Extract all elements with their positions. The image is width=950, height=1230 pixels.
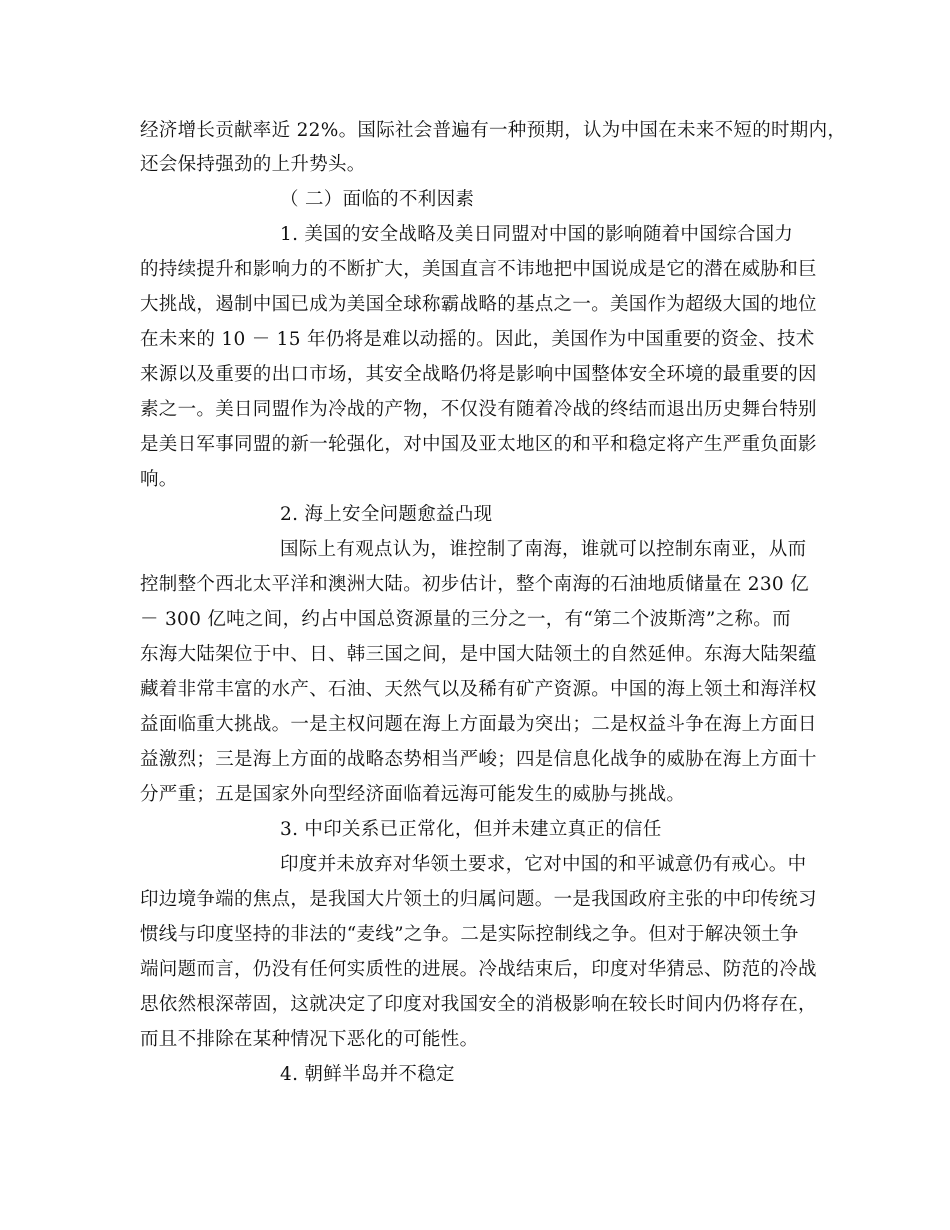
text-line: 思依然根深蒂固，这就决定了印度对我国安全的消极影响在较长时间内仍将存在， bbox=[140, 994, 817, 1015]
text-line: 印边境争端的焦点，是我国大片领土的归属问题。一是我国政府主张的中印传统习 bbox=[140, 889, 817, 910]
text-line: 而且不排除在某种情况下恶化的可能性。 bbox=[140, 1029, 479, 1050]
section-heading: （ 二）面临的不利因素 bbox=[280, 189, 475, 210]
text-line: 益激烈；三是海上方面的战略态势相当严峻；四是信息化战争的威胁在海上方面十 bbox=[140, 749, 817, 770]
text-line: 在未来的 10 － 15 年仍将是难以动摇的。因此，美国作为中国重要的资金、技术 bbox=[140, 329, 815, 350]
text-line: 控制整个西北太平洋和澳洲大陆。初步估计，整个南海的石油地质储量在 230 亿 bbox=[140, 574, 809, 595]
text-line: 益面临重大挑战。一是主权问题在海上方面最为突出；二是权益斗争在海上方面日 bbox=[140, 714, 817, 735]
subsection-heading: 4. 朝鲜半岛并不稳定 bbox=[280, 1064, 455, 1085]
text-line: 惯线与印度坚持的非法的“麦线”之争。二是实际控制线之争。但对于解决领土争 bbox=[140, 924, 799, 945]
text-line: － 300 亿吨之间，约占中国总资源量的三分之一，有“第二个波斯湾”之称。而 bbox=[140, 609, 791, 630]
text-line: 印度并未放弃对华领土要求，它对中国的和平诚意仍有戒心。中 bbox=[280, 854, 807, 875]
text-line: 来源以及重要的出口市场，其安全战略仍将是影响中国整体安全环境的最重要的因 bbox=[140, 364, 817, 385]
text-line: 是美日军事同盟的新一轮强化，对中国及亚太地区的和平和稳定将产生严重负面影 bbox=[140, 434, 817, 455]
text-line: 东海大陆架位于中、日、韩三国之间，是中国大陆领土的自然延伸。东海大陆架蕴 bbox=[140, 644, 817, 665]
text-line: 经济增长贡献率近 22%。国际社会普遍有一种预期，认为中国在未来不短的时期内， bbox=[140, 120, 847, 141]
text-line: 藏着非常丰富的水产、石油、天然气以及稀有矿产资源。中国的海上领土和海洋权 bbox=[140, 679, 817, 700]
subsection-heading: 1. 美国的安全战略及美日同盟对中国的影响随着中国综合国力 bbox=[280, 224, 794, 245]
text-line: 响。 bbox=[140, 469, 178, 490]
text-line: 素之一。美日同盟作为冷战的产物，不仅没有随着冷战的终结而退出历史舞台特别 bbox=[140, 399, 817, 420]
text-line: 国际上有观点认为，谁控制了南海，谁就可以控制东南亚，从而 bbox=[280, 539, 807, 560]
text-line: 端问题而言，仍没有任何实质性的进展。冷战结束后，印度对华猜忌、防范的冷战 bbox=[140, 959, 817, 980]
subsection-heading: 3. 中印关系已正常化，但并未建立真正的信任 bbox=[280, 819, 662, 840]
text-line: 大挑战，遏制中国已成为美国全球称霸战略的基点之一。美国作为超级大国的地位 bbox=[140, 294, 817, 315]
text-line: 分严重；五是国家外向型经济面临着远海可能发生的威胁与挑战。 bbox=[140, 784, 686, 805]
subsection-heading: 2. 海上安全问题愈益凸现 bbox=[280, 504, 493, 525]
text-line: 的持续提升和影响力的不断扩大，美国直言不讳地把中国说成是它的潜在威胁和巨 bbox=[140, 259, 817, 280]
text-line: 还会保持强劲的上升势头。 bbox=[140, 154, 366, 175]
